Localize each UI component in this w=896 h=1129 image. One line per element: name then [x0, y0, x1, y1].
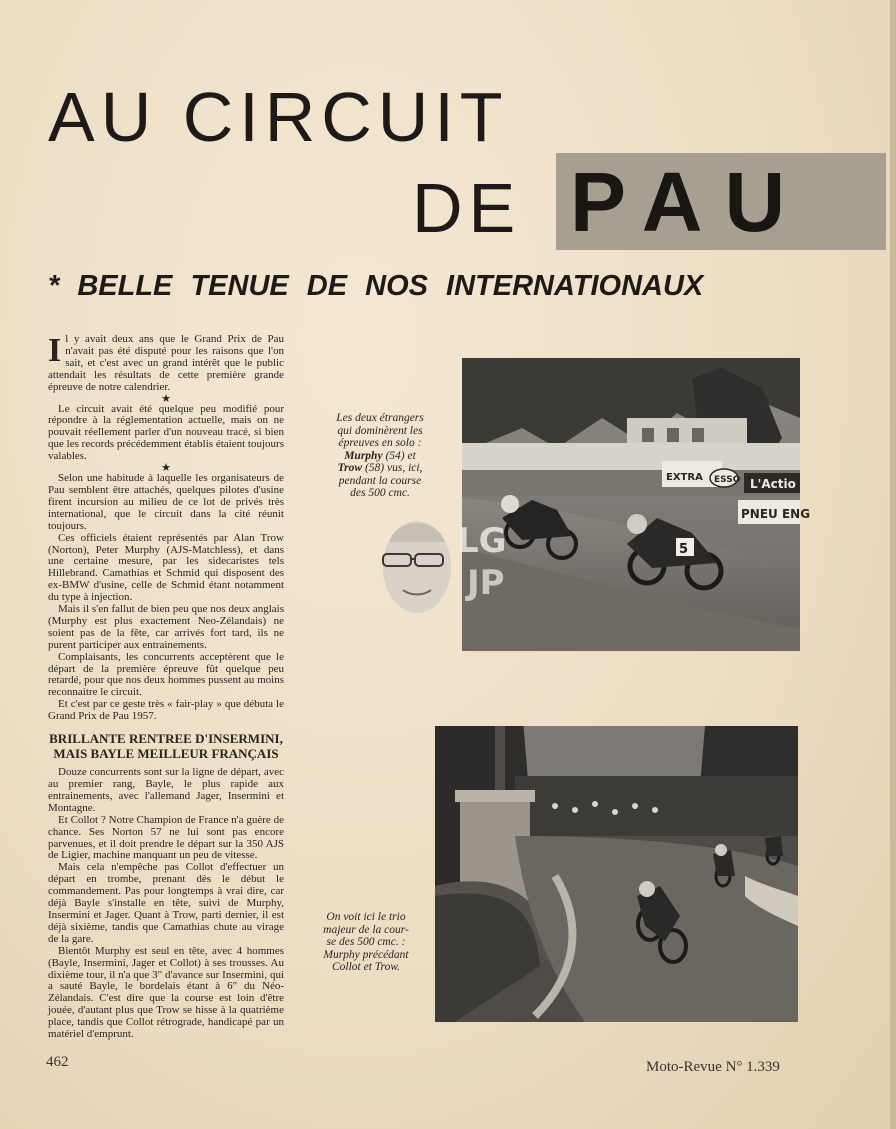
- article-paragraph: Il y avait deux ans que le Grand Prix de Pau n'avait pas été disputé pour les raisons que l'on sait, et c'est avec un grand intérêt que le public attendait les résultats de cette première grande épreuve de notre calendrier.: [48, 332, 284, 393]
- svg-text:EXTRA: EXTRA: [666, 472, 703, 483]
- article-paragraph: Et c'est par ce geste très « fair-play » que débuta le Grand Prix de Pau 1957.: [48, 698, 284, 723]
- photo-race-trio: [435, 726, 798, 1022]
- journal-reference: Moto-Revue N° 1.339: [646, 1059, 780, 1075]
- svg-text:JP: JP: [467, 563, 505, 603]
- portrait-inset: [375, 512, 515, 617]
- svg-text:ESSO: ESSO: [714, 475, 741, 485]
- section-heading: BRILLANTE RENTREE D'INSERMINI, MAIS BAYLE MEILLEUR FRANÇAIS: [49, 731, 283, 762]
- svg-text:L'Actio: L'Actio: [750, 477, 796, 491]
- portrait-image: [375, 512, 515, 617]
- subtitle: * BELLE TENUE DE NOS INTERNATIONAUX: [48, 270, 704, 302]
- photo-caption-2: On voit ici le trio majeur de la cour- se des 500 cmc. : Murphy précédant Collot et Trow.: [323, 911, 409, 973]
- title-highlight: PAU: [570, 155, 808, 249]
- article-paragraph: Ces officiels étaient représentés par Alan Trow (Norton), Peter Murphy (AJS-Matchless), et dans une certaine mesure, par les sidecaristes tels Hillebrand. Camathias et Schmid qui disposent des ex-BMW d'usine, celle de Schmid étant notamment du type à injection.: [48, 531, 284, 604]
- separator-star: ★: [161, 462, 171, 475]
- drop-cap: I: [48, 332, 62, 369]
- separator-star: ★: [161, 392, 171, 405]
- title-line-1: AU CIRCUIT: [48, 78, 509, 156]
- article-paragraph: Le circuit avait été quelque peu modifié pour répondre à la réglementation actuelle, mais on ne pouvait réellement parler d'un nouveau tracé, si bien que les records précédemment établis étaient toujours valables.: [48, 402, 284, 463]
- article-paragraph: Mais cela n'empêche pas Collot d'effectuer un départ en trombe, prenant dès le début le commandement. Pas pour longtemps à vrai dire, car déjà Bayle s'installe en tête, suivi de Murphy, Insermini et Jager. Quant à Trow, parti dernier, il est déjà sixième, tandis que Camathias chute au virage de la gare.: [48, 861, 284, 945]
- svg-text:5: 5: [679, 542, 689, 557]
- article-paragraph: Complaisants, les concurrents acceptèrent que le départ de la première épreuve fût quelque peu retardé, pour que nos deux hommes pussent au moins reconnaitre le circuit.: [48, 650, 284, 699]
- article-paragraph: Bientôt Murphy est seul en tête, avec 4 hommes (Bayle, Insermini, Jager et Collot) à ses trousses. Au dixième tour, il n'a que 3" d'avance sur Insermini, qui a sauté Bayle, le bordelais étant à 6" du Néo-Zélandais. C'est dire que la course est loin d'être jouée, d'autant plus que Trow se hisse à la quatrième place, tandis que Collot rétrograde, handicapé par un matériel d'emprunt.: [48, 944, 284, 1041]
- photo-caption-1: Les deux étrangers qui dominèrent les épreuves en solo : Murphy (54) et Trow (58) vus, ici, pendant la course des 500 cmc.: [336, 412, 424, 499]
- article-paragraph: Et Collot ? Notre Champion de France n'a guère de chance. Ses Norton 57 ne lui sont pas encore parvenues, et il doit prendre le départ sur la 350 AJS de Ligier, machine manquant un peu de vitesse.: [48, 813, 284, 862]
- photo-race-trio-image: [435, 726, 798, 1022]
- page-edge: [890, 0, 896, 1129]
- article-paragraph: Douze concurrents sont sur la ligne de départ, avec au premier rang, Bayle, le plus rapide aux entrainements, avec l'allemand Jager, Insermini et Montagne.: [48, 766, 284, 814]
- article-paragraph: Selon une habitude à laquelle les organisateurs de Pau semblent être attachés, quelques pilotes d'usine firent incursion au milieu de ce lot de privés très international, que le circuit dans la cité réunit toujours.: [48, 472, 284, 532]
- svg-text:PNEU ENG: PNEU ENG: [741, 507, 811, 521]
- article-column: [48, 334, 284, 1041]
- title-line-2: DE: [412, 169, 522, 247]
- article-paragraph: Mais il s'en fallut de bien peu que nos deux anglais (Murphy est plus exactement Neo-Zélandais) ne soient pas de la fête, car arrivés fort tard, ils ne purent participer aux entrainements.: [48, 603, 284, 651]
- svg-text:LG: LG: [457, 521, 507, 561]
- page-number: 462: [46, 1054, 69, 1070]
